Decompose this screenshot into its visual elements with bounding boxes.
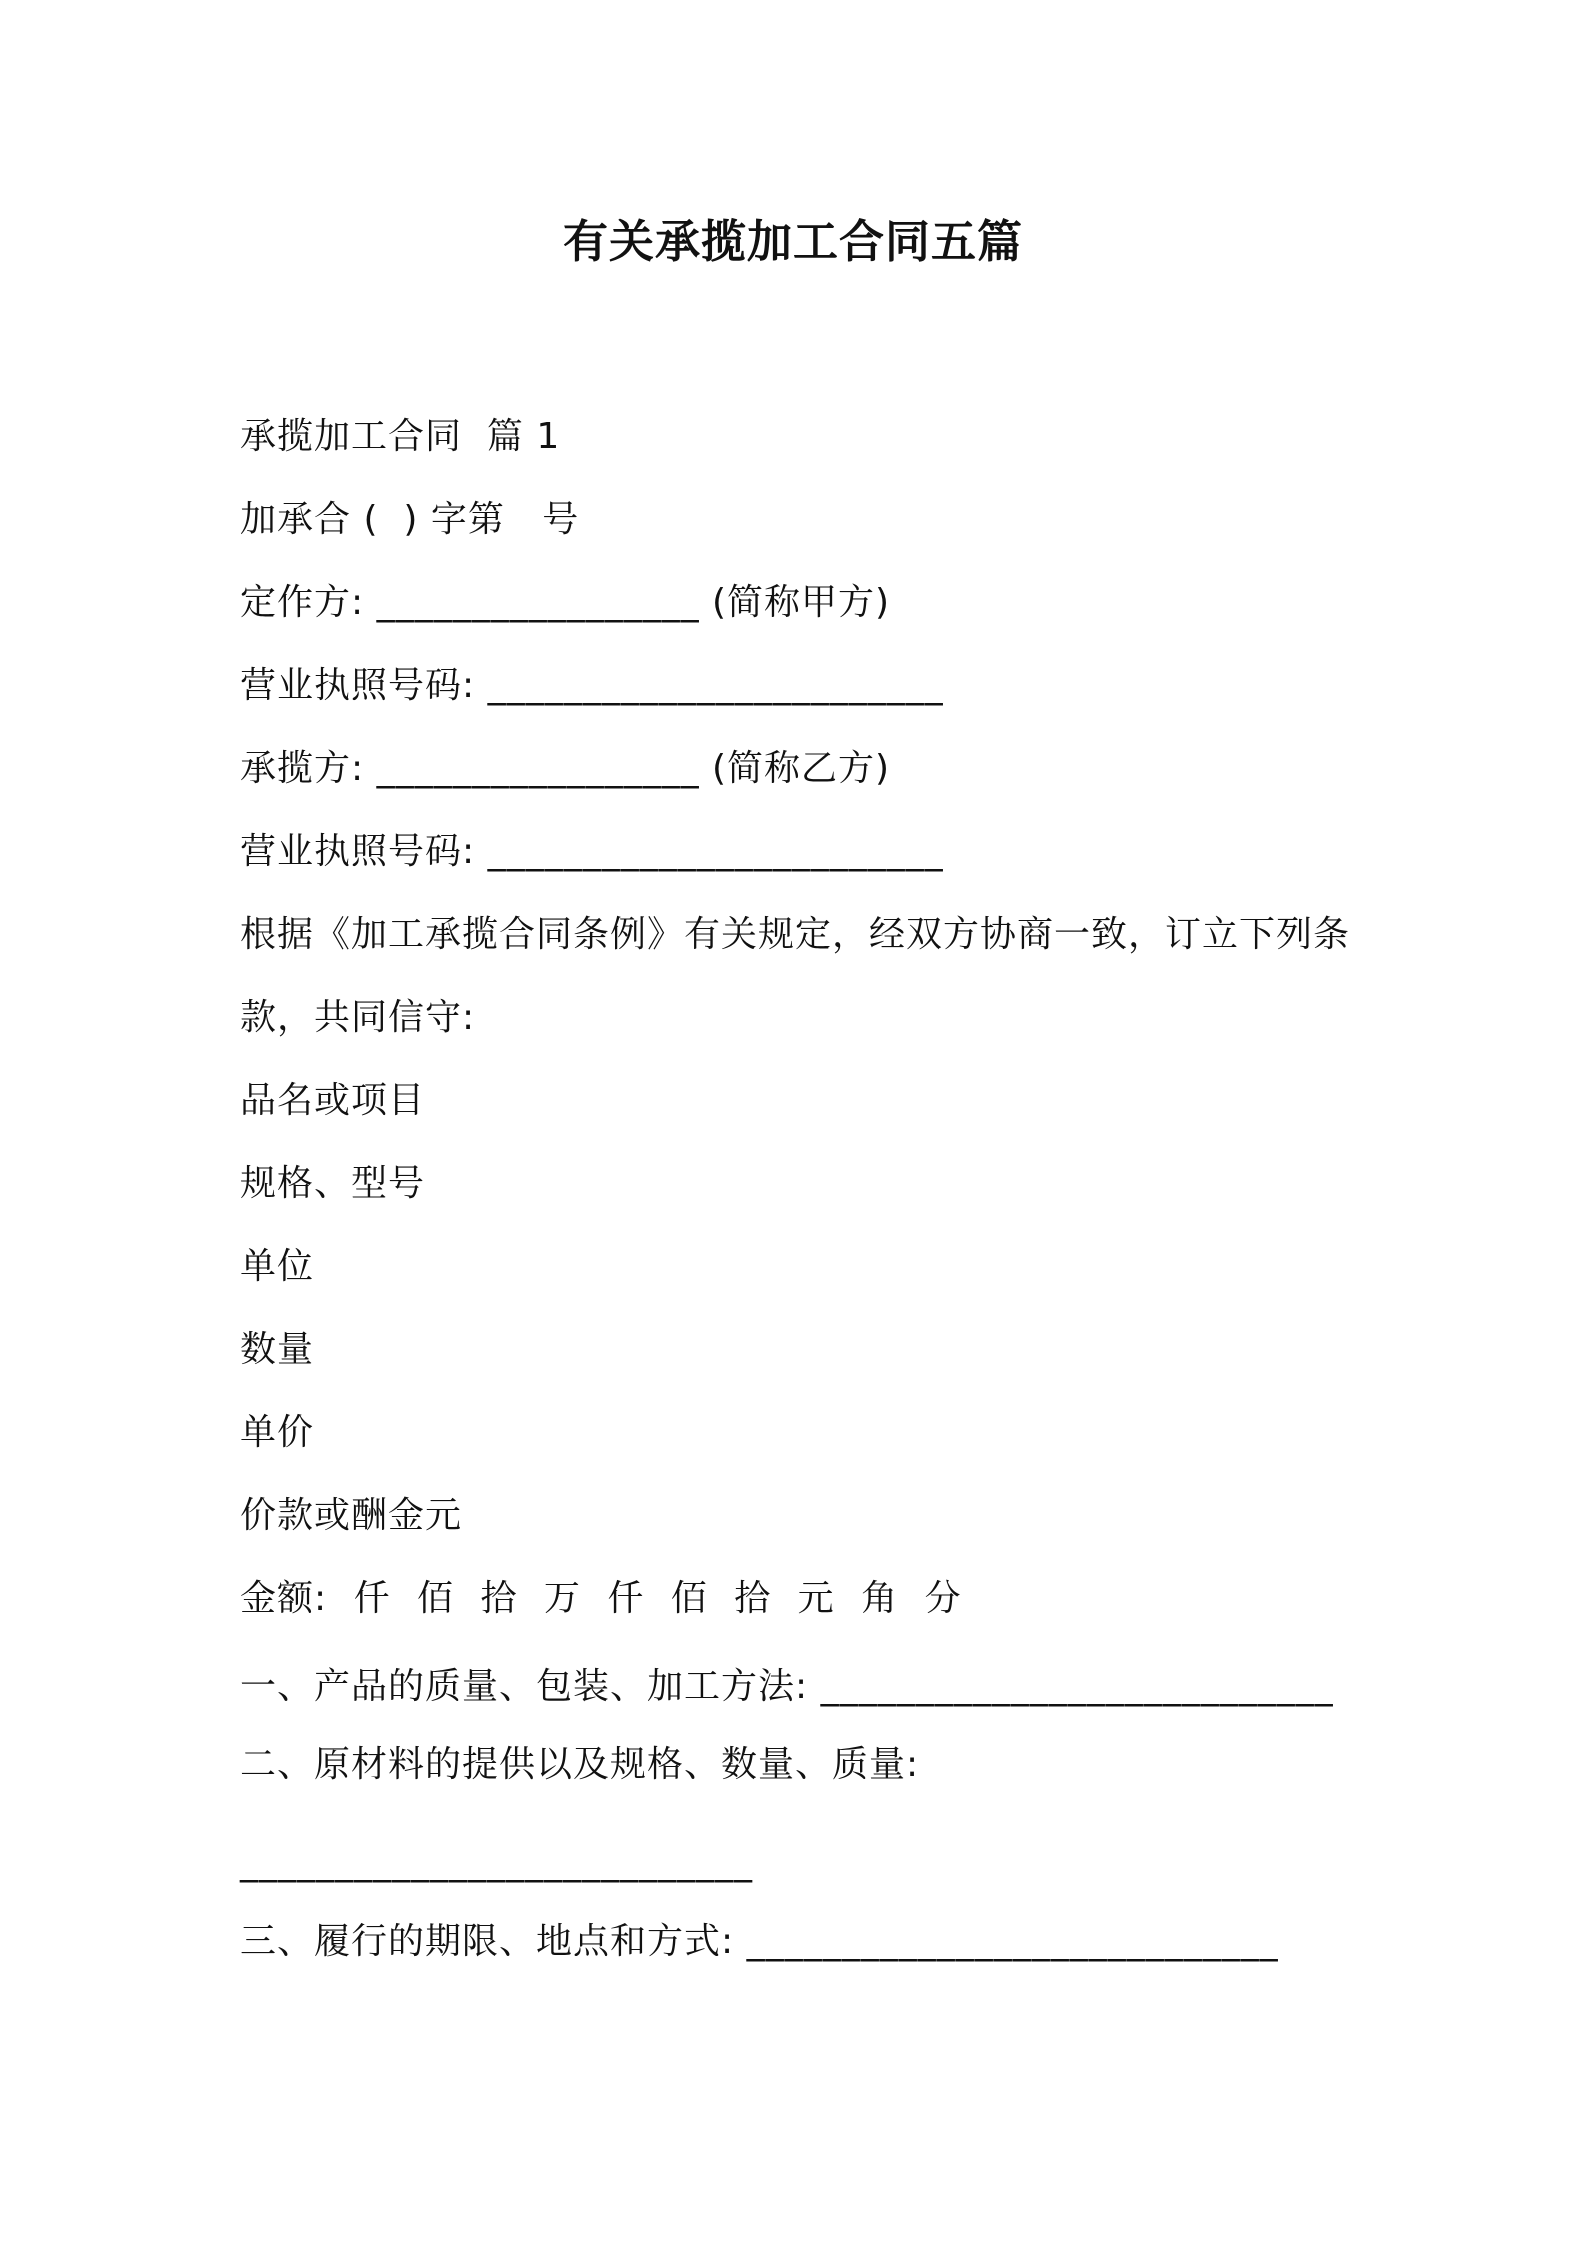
contractor-line: 承揽方: _________________ (简称乙方): [240, 748, 891, 789]
document-title: 有关承揽加工合同五篇: [562, 215, 1023, 268]
clause-2-blank-line: ___________________________: [240, 1842, 753, 1883]
unit-label: 单位: [240, 1246, 315, 1287]
contract-number-line: 加承合 ( ) 字第 号: [240, 499, 580, 540]
payment-label: 价款或酬金元: [240, 1495, 463, 1536]
spec-model-label: 规格、型号: [240, 1163, 426, 1204]
unit-price-label: 单价: [240, 1412, 315, 1453]
preamble-line-2: 款，共同信守:: [240, 997, 476, 1038]
quantity-label: 数量: [240, 1329, 315, 1370]
clause-1-line: 一、产品的质量、包装、加工方法: ___________________________: [240, 1666, 1334, 1707]
section-heading: 承揽加工合同 篇 1: [240, 416, 561, 457]
clause-3-line: 三、履行的期限、地点和方式: ____________________________: [240, 1921, 1279, 1962]
ordering-party-line: 定作方: _________________ (简称甲方): [240, 582, 891, 623]
amount-line: 金额: 仟 佰 拾 万 仟 佰 拾 元 角 分: [240, 1578, 962, 1619]
license-number-line-b: 营业执照号码: ________________________: [240, 831, 944, 872]
clause-2-line: 二、原材料的提供以及规格、数量、质量:: [240, 1744, 920, 1785]
license-number-line-a: 营业执照号码: ________________________: [240, 665, 944, 706]
preamble-line-1: 根据《加工承揽合同条例》有关规定，经双方协商一致，订立下列条: [240, 914, 1351, 955]
item-name-label: 品名或项目: [240, 1080, 426, 1121]
